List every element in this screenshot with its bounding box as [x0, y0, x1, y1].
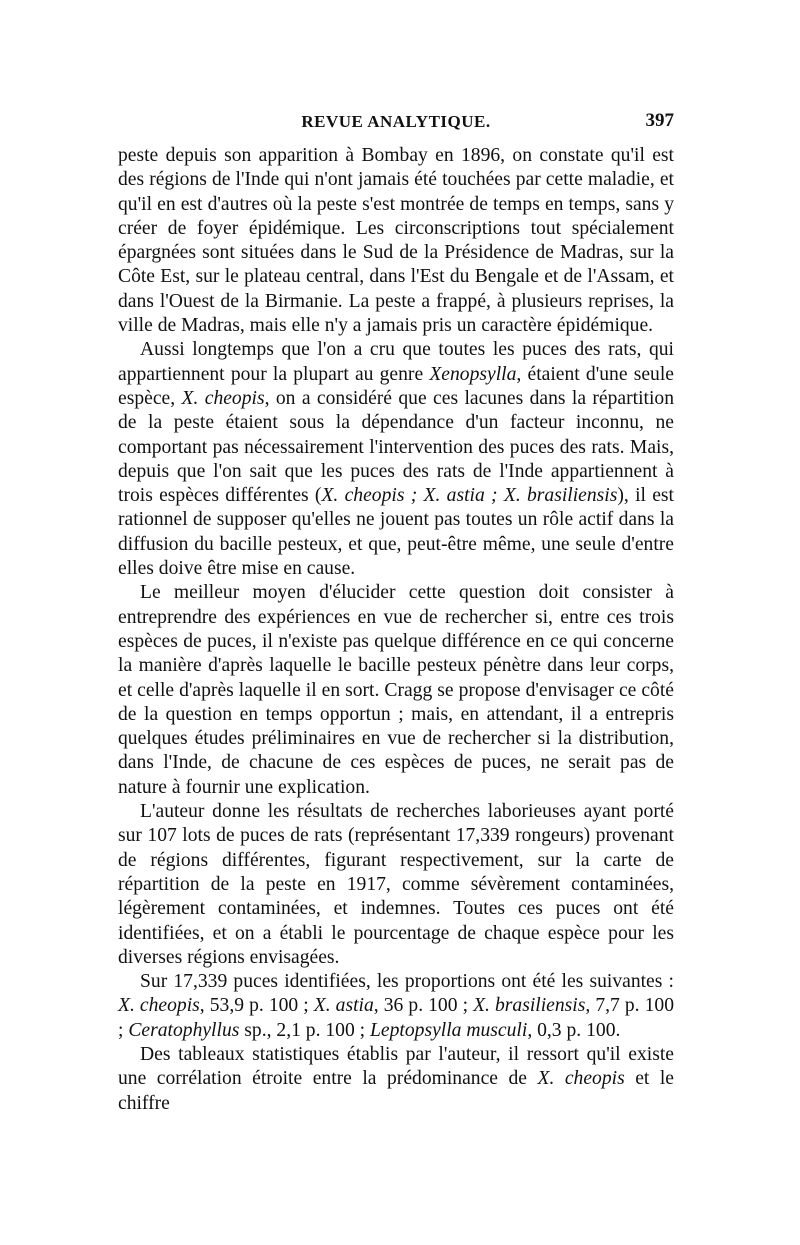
paragraph	[118, 144, 674, 338]
text-run: Sur 17,339 puces identifiées, les proportions ont été les suivantes :	[140, 971, 674, 993]
text-run: peste depuis son apparition à Bombay en 1896, on constate qu'il est des régions de l'Inde qui n'ont jamais été touchées par cette maladie, et qu'il en est d'autres où la peste s'est montrée de temps en temps, sans y créer de foyer épidémique. Les circonscriptions tout spécialement épargnées sont situées dans le Sud de la Présidence de Madras, sur la Côte Est, sur le plateau central, dans l'Est du Bengale et de l'Assam, et dans l'Ouest de la Birmanie. La peste a frappé, à plusieurs reprises, la ville de Madras, mais elle n'y a jamais pris un caractère épidémique.	[118, 145, 674, 337]
text-run: , 36 p. 100 ;	[373, 995, 474, 1017]
paragraph	[118, 581, 674, 800]
page-number: 397	[645, 110, 674, 131]
italic-run: X. cheopis	[118, 995, 200, 1017]
body-text	[118, 144, 674, 1116]
text-run: Des tableaux statistiques établis par l'auteur, il ressort qu'il existe une corrélation étroite entre la prédominance de	[118, 1043, 674, 1090]
text-run: , 0,3 p. 100.	[527, 1019, 621, 1041]
text-run: , on a considéré que ces lacunes dans la répartition de la peste étaient sous la dépendance d'un facteur inconnu, ne comportant pas nécessairement l'intervention des puces des rats. Mais, depuis que l'on sait que les puces des rats de l'Inde appartiennent à trois espèces différentes (	[118, 387, 675, 507]
text-run: L'auteur donne les résultats de recherches laborieuses ayant porté sur 107 lots de puces de rats (représentant 17,339 rongeurs) provenant de régions différentes, figurant respectivement, sur la carte de répartition de la peste en 1917, comme sévèrement contaminées, légèrement contaminées, et indemnes. Toutes ces puces ont été identifiées, et on a établi le pourcentage de chaque espèce pour les diverses régions envisagées.	[118, 801, 674, 968]
italic-run: Leptopsylla musculi	[370, 1019, 528, 1041]
italic-run: Xenopsylla	[429, 363, 517, 385]
italic-run: X. astia	[313, 995, 374, 1017]
text-run: Aussi longtemps que l'on a cru que toutes les puces des rats, qui appartiennent pour la plupart au genre	[118, 339, 674, 385]
paragraph	[118, 338, 674, 581]
italic-run: X. cheopis	[181, 387, 265, 409]
text-run: , 53,9 p. 100 ;	[199, 995, 314, 1017]
paragraph	[118, 970, 674, 1043]
italic-run: Ceratophyllus	[128, 1019, 240, 1041]
text-run: Le meilleur moyen d'élucider cette question doit consister à entreprendre des expériences en vue de rechercher si, entre ces trois espèces de puces, il n'existe pas quelque différence en ce qui concerne la manière d'après laquelle le bacille pesteux pénètre dans leur corps, et celle d'après laquelle il en sort. Cragg se propose d'envisager ce côté de la question en temps opportun ; mais, en attendant, il a entrepris quelques études préliminaires en vue de rechercher si la distribution, dans l'Inde, de chacune de ces espèces de puces, ne serait pas de nature à fournir une explication.	[118, 582, 674, 798]
page-header	[118, 112, 674, 136]
paragraph	[118, 1043, 674, 1116]
italic-run: X. cheopis	[537, 1068, 625, 1090]
text-run: ), il est rationnel de supposer qu'elles ne jouent pas toutes un rôle actif dans la diffusion du bacille pesteux, et que, peut-être même, une seule d'entre elles doive être mise en cause.	[118, 485, 675, 580]
text-run: sp., 2,1 p. 100 ;	[239, 1019, 371, 1041]
running-head: REVUE ANALYTIQUE.	[301, 112, 491, 131]
text-run: , étaient d'une seule espèce,	[118, 363, 674, 409]
italic-run: X. brasiliensis	[473, 995, 586, 1017]
italic-run: X. cheopis ; X. astia ; X. brasiliensis	[321, 485, 618, 507]
paragraph	[118, 800, 674, 970]
text-run: , 7,7 p. 100 ;	[118, 995, 675, 1041]
text-run: et le chiffre	[118, 1068, 675, 1114]
